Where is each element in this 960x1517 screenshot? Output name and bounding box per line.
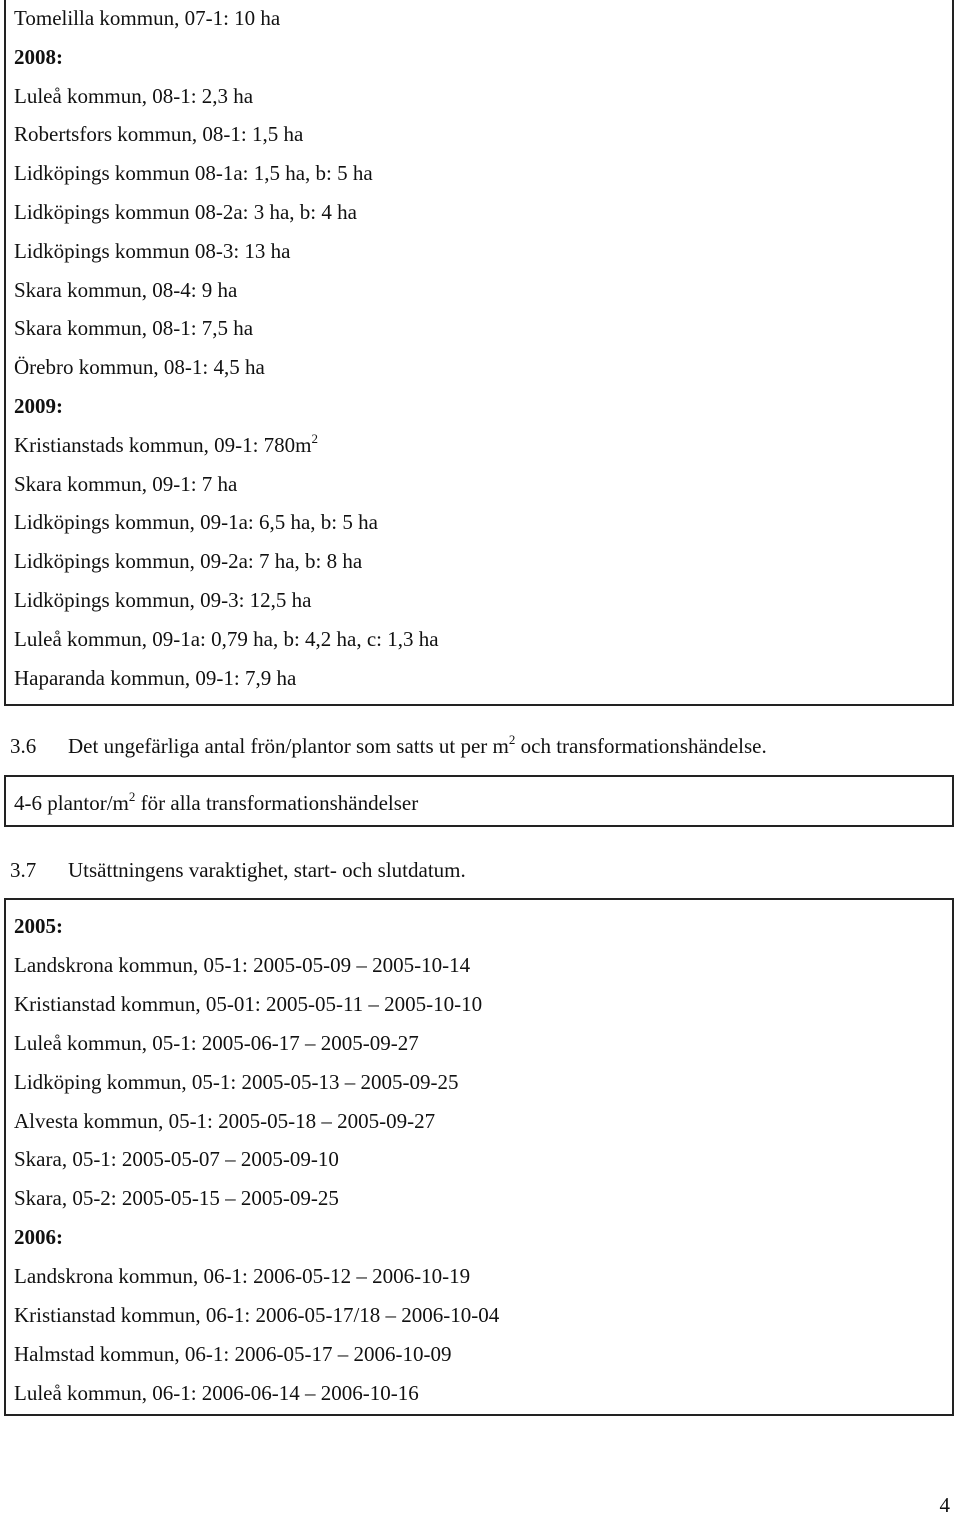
list-item: Luleå kommun, 09-1a: 0,79 ha, b: 4,2 ha, c: 1,3 ha [14, 626, 439, 651]
section-3-6-heading [10, 734, 767, 758]
list-item: Kristianstad kommun, 06-1: 2006-05-17/18 – 2006-10-04 [14, 1303, 500, 1327]
section-3-7-heading [10, 858, 466, 882]
list-item: Luleå kommun, 08-1: 2,3 ha [14, 83, 254, 108]
plants-per-area-value: 4-6 plantor/m [14, 791, 129, 815]
section-3-6-text-end: och transformationshändelse. [515, 734, 767, 758]
plants-per-area-description: för alla transformationshändelser [135, 791, 419, 815]
field-trials-area-box [4, 0, 954, 706]
trial-dates-box [4, 898, 954, 1416]
list-item: Landskrona kommun, 05-1: 2005-05-09 – 2005-10-14 [14, 952, 471, 977]
list-item: Lidköping kommun, 05-1: 2005-05-13 – 2005-09-25 [14, 1069, 459, 1094]
year-heading: 2009: [14, 394, 63, 418]
list-item: Tomelilla kommun, 07-1: 10 ha [14, 6, 281, 30]
list-item: Lidköpings kommun 08-1a: 1,5 ha, b: 5 ha [14, 161, 373, 186]
list-item: Haparanda kommun, 09-1: 7,9 ha [14, 665, 297, 690]
section-3-6-text: Det ungefärliga antal frön/plantor som satts ut per m [68, 734, 509, 758]
list-item: Alvesta kommun, 05-1: 2005-05-18 – 2005-09-27 [14, 1108, 436, 1133]
list-item: Örebro kommun, 08-1: 4,5 ha [14, 355, 265, 380]
list-item: Luleå kommun, 06-1: 2006-06-14 – 2006-10-16 [14, 1380, 419, 1405]
list-item: Skara kommun, 08-1: 7,5 ha [14, 316, 254, 341]
list-item: Kristianstad kommun, 05-01: 2005-05-11 – 2005-10-10 [14, 991, 483, 1016]
list-item: Landskrona kommun, 06-1: 2006-05-12 – 2006-10-19 [14, 1264, 471, 1289]
list-item: Lidköpings kommun, 09-2a: 7 ha, b: 8 ha [14, 549, 363, 574]
list-item: Skara, 05-2: 2005-05-15 – 2005-09-25 [14, 1186, 339, 1211]
list-item: Skara, 05-1: 2005-05-07 – 2005-09-10 [14, 1147, 339, 1172]
list-item: Skara kommun, 08-4: 9 ha [14, 277, 238, 302]
page-number: 4 [939, 1493, 950, 1517]
list-item: Kristianstads kommun, 09-1: $780m^2$ [14, 430, 318, 457]
section-3-7-number: 3.7 [10, 858, 37, 882]
plants-per-area-superscript: 2 [128, 789, 136, 804]
list-item: Lidköpings kommun 08-3: 13 ha [14, 238, 291, 263]
list-item: Luleå kommun, 05-1: 2005-06-17 – 2005-09-27 [14, 1030, 419, 1055]
section-3-6-number: 3.6 [10, 734, 37, 758]
list-item: Robertsfors kommun, 08-1: 1,5 ha [14, 122, 304, 147]
year-heading: 2006: [14, 1225, 63, 1250]
list-item: Skara kommun, 09-1: 7 ha [14, 471, 238, 496]
superscript: 2 [311, 430, 318, 446]
list-item: Lidköpings kommun, 09-3: 12,5 ha [14, 588, 312, 612]
list-item: Lidköpings kommun 08-2a: 3 ha, b: 4 ha [14, 200, 357, 224]
year-heading: 2008: [14, 44, 63, 69]
section-3-6-superscript: 2 [508, 732, 516, 747]
list-item: Lidköpings kommun, 09-1a: 6,5 ha, b: 5 ha [14, 510, 378, 535]
plants-per-area-text [14, 791, 418, 815]
list-item: Halmstad kommun, 06-1: 2006-05-17 – 2006-10-09 [14, 1341, 452, 1366]
section-3-7-text: Utsättningens varaktighet, start- och slutdatum. [68, 858, 466, 882]
year-heading: 2005: [14, 914, 63, 938]
plants-per-area-box [4, 775, 954, 827]
